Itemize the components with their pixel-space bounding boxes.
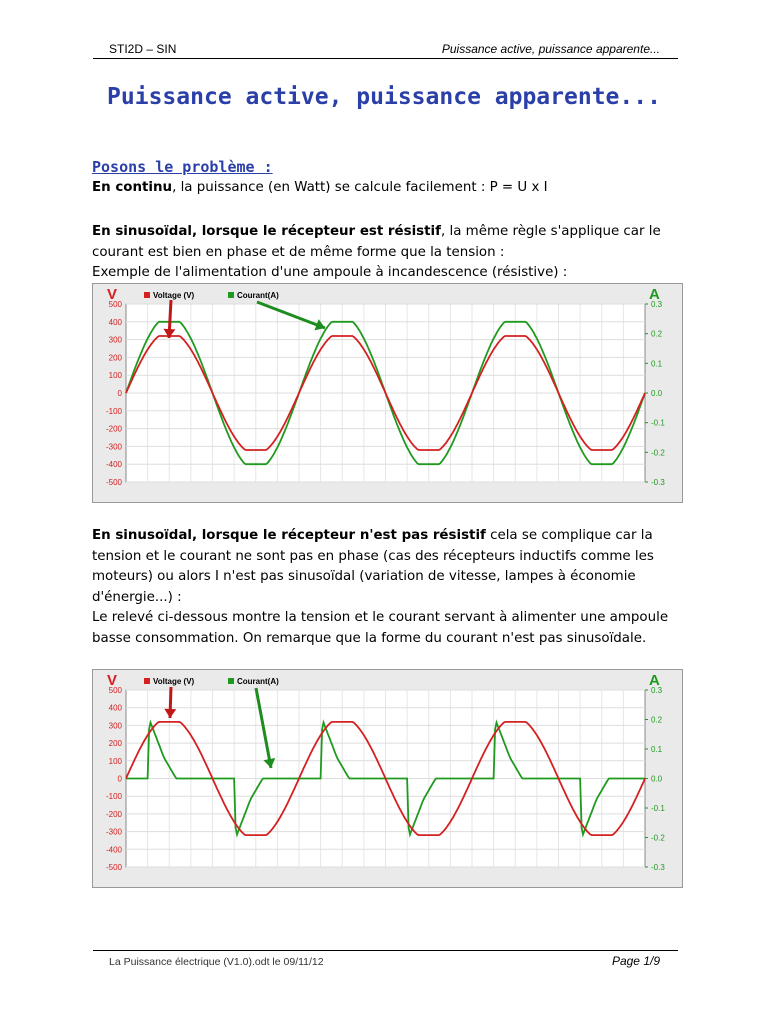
- right-tick-label: -0.2: [651, 448, 665, 458]
- right-axis-label: A: [649, 286, 660, 303]
- p4-text: cela se complique car la tension et le courant ne sont pas en phase (cas des récepteurs inductifs comme les moteurs) ou alors I n'est pas sinusoïdal (variation de vitesse, lampes à économie d'énergie...) :: [92, 528, 654, 605]
- left-tick-label: 400: [108, 703, 122, 713]
- header-left: STI2D – SIN: [109, 42, 177, 56]
- legend-label: Voltage (V): [153, 677, 195, 686]
- p5-text: Le relevé ci-dessous montre la tension et le courant servant à alimenter une ampoule basse consommation. On remarque que la forme du courant n'est pas sinusoïdale.: [92, 610, 669, 646]
- legend-swatch: [228, 292, 234, 298]
- p1-text: , la puissance (en Watt) se calcule facilement : P = U x I: [172, 180, 548, 195]
- left-tick-label: 500: [108, 300, 122, 309]
- p2-text: , la même règle s'applique car le courant est bien en phase et de même forme que la tension :: [92, 224, 661, 260]
- left-tick-label: 0: [117, 389, 122, 398]
- legend-label: Courant(A): [237, 677, 279, 686]
- right-tick-label: -0.3: [651, 863, 665, 872]
- p2-bold: En sinusoïdal, lorsque le récepteur est résistif: [92, 224, 441, 239]
- footer-left: La Puissance électrique (V1.0).odt le 09/11/12: [109, 956, 324, 968]
- chart-non-resistive-svg: [93, 670, 682, 887]
- right-tick-label: 0.3: [651, 686, 663, 695]
- right-tick-label: 0.1: [651, 745, 663, 754]
- paragraph-continu: [92, 178, 680, 199]
- left-tick-label: -500: [105, 863, 122, 872]
- left-tick-label: 100: [108, 371, 122, 381]
- paragraph-non-resistif: [92, 526, 680, 650]
- right-tick-label: 0.3: [651, 300, 663, 309]
- p3-text: Exemple de l'alimentation d'une ampoule à incandescence (résistive) :: [92, 265, 568, 281]
- right-tick-label: -0.1: [651, 418, 665, 428]
- left-axis-label: V: [107, 672, 118, 689]
- left-tick-label: -100: [105, 406, 122, 416]
- chart-resistive: [92, 283, 683, 503]
- right-tick-label: 0.2: [651, 329, 663, 339]
- left-tick-label: 200: [108, 353, 122, 363]
- right-tick-label: 0.1: [651, 359, 663, 369]
- left-tick-label: -100: [105, 792, 122, 802]
- legend-label: Voltage (V): [153, 291, 195, 300]
- left-tick-label: -200: [105, 424, 122, 434]
- p4-bold: En sinusoïdal, lorsque le récepteur n'est pas résistif: [92, 528, 486, 543]
- paragraph-resistif: [92, 222, 680, 284]
- footer-page: Page 1/9: [611, 954, 660, 968]
- page-title: Puissance active, puissance apparente...: [107, 84, 661, 110]
- legend-label: Courant(A): [237, 291, 279, 300]
- p1-bold: En continu: [92, 180, 173, 195]
- chart-non-resistive: [92, 669, 683, 888]
- chart-resistive-svg: [93, 284, 682, 502]
- page-header: [93, 40, 678, 59]
- left-tick-label: -400: [105, 845, 122, 855]
- left-tick-label: 200: [108, 739, 122, 749]
- left-tick-label: 300: [108, 721, 122, 731]
- right-tick-label: 0.2: [651, 715, 663, 725]
- right-tick-label: -0.2: [651, 833, 665, 843]
- left-tick-label: -300: [105, 827, 122, 837]
- header-right: Puissance active, puissance apparente...: [441, 42, 660, 56]
- right-tick-label: -0.3: [651, 478, 665, 487]
- section-title: Posons le problème :: [92, 158, 273, 176]
- right-tick-label: 0.0: [651, 389, 663, 398]
- left-tick-label: -300: [105, 442, 122, 452]
- left-tick-label: 0: [117, 774, 122, 784]
- right-axis-label: A: [649, 672, 660, 689]
- legend-swatch: [228, 678, 234, 684]
- right-tick-label: -0.1: [651, 804, 665, 813]
- left-tick-label: 400: [108, 317, 122, 327]
- left-tick-label: -200: [105, 809, 122, 819]
- left-tick-label: 300: [108, 335, 122, 345]
- left-axis-label: V: [107, 286, 118, 303]
- left-tick-label: 100: [108, 756, 122, 766]
- page-footer: [93, 950, 678, 971]
- left-tick-label: -400: [105, 460, 122, 470]
- legend-swatch: [144, 292, 150, 298]
- legend-swatch: [144, 678, 150, 684]
- left-tick-label: -500: [105, 478, 122, 487]
- right-tick-label: 0.0: [651, 774, 663, 784]
- left-tick-label: 500: [108, 686, 122, 695]
